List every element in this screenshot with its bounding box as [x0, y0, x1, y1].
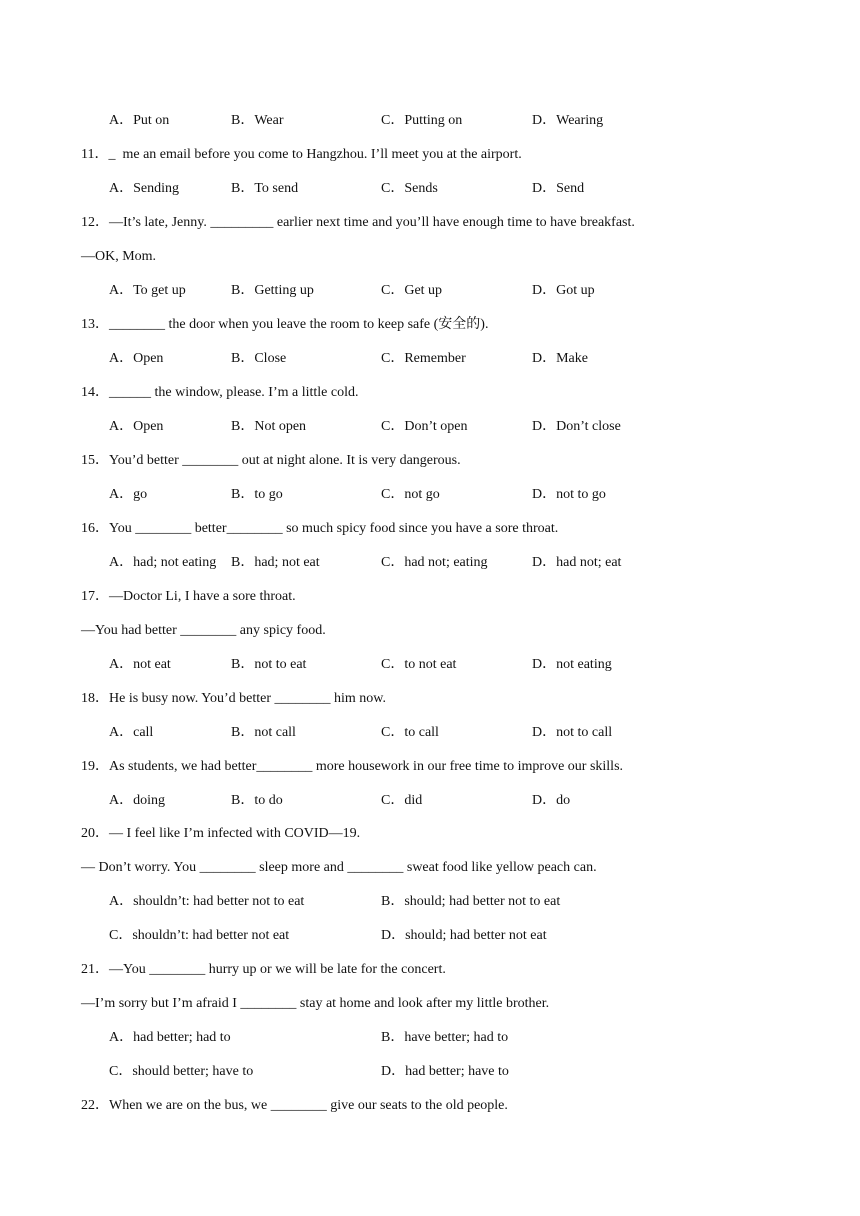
answer-option: B．Getting up — [231, 283, 314, 298]
answer-option: D．not eating — [532, 657, 612, 672]
answer-option: C．Don’t open — [381, 419, 468, 434]
answer-option: D．do — [532, 793, 571, 808]
question-text: —You had better ________ any spicy food. — [81, 623, 326, 638]
answer-option: B．not to eat — [231, 657, 307, 672]
answer-option: B．not call — [231, 725, 296, 740]
answer-options — [109, 418, 829, 436]
answer-option: C．Remember — [381, 351, 466, 366]
answer-options — [109, 350, 829, 368]
answer-option: D．Send — [532, 181, 585, 196]
question-text: 18．He is busy now. You’d better ________ him now. — [81, 691, 387, 706]
answer-option: B．to go — [231, 487, 283, 502]
question-text: 11．_ me an email before you come to Hangzhou. I’ll meet you at the airport. — [81, 147, 522, 162]
answer-options — [109, 1063, 829, 1081]
answer-option: D．should; had better not eat — [381, 928, 547, 943]
answer-option: D．had better; have to — [381, 1064, 509, 1079]
question-text: 22．When we are on the bus, we ________ give our seats to the old people. — [81, 1098, 508, 1113]
answer-option: B．to do — [231, 793, 283, 808]
answer-options — [109, 282, 829, 300]
answer-options — [109, 724, 829, 742]
answer-option: A．Open — [109, 419, 164, 434]
answer-options — [109, 554, 829, 572]
answer-option: A．Open — [109, 351, 164, 366]
question-text: 17．—Doctor Li, I have a sore throat. — [81, 589, 296, 604]
question-text: 20．— I feel like I’m infected with COVID—19. — [81, 826, 361, 841]
question-text: 14．______ the window, please. I’m a little cold. — [81, 385, 359, 400]
answer-option: B．had; not eat — [231, 555, 320, 570]
answer-option: A．To get up — [109, 283, 186, 298]
answer-option: C．to call — [381, 725, 439, 740]
answer-option: B．Close — [231, 351, 287, 366]
answer-options — [109, 486, 829, 504]
answer-option: C．should better; have to — [109, 1064, 254, 1079]
answer-option: B．have better; had to — [381, 1030, 509, 1045]
answer-option: A．go — [109, 487, 148, 502]
answer-option: C．Putting on — [381, 113, 463, 128]
answer-option: B．Wear — [231, 113, 284, 128]
question-text: —I’m sorry but I’m afraid I ________ stay at home and look after my little brother. — [81, 996, 550, 1011]
question-text: 12．—It’s late, Jenny. _________ earlier next time and you’ll have enough time to have breakfast. — [81, 215, 635, 230]
answer-option: B．To send — [231, 181, 299, 196]
answer-option: A．had better; had to — [109, 1030, 231, 1045]
answer-option: A．not eat — [109, 657, 171, 672]
answer-option: D．Make — [532, 351, 588, 366]
answer-option: B．should; had better not to eat — [381, 894, 561, 909]
answer-options — [109, 893, 829, 911]
answer-option: C．to not eat — [381, 657, 457, 672]
question-text: 16．You ________ better________ so much spicy food since you have a sore throat. — [81, 521, 559, 536]
answer-option: C．Sends — [381, 181, 438, 196]
answer-option: A．doing — [109, 793, 165, 808]
question-text: 15．You’d better ________ out at night alone. It is very dangerous. — [81, 453, 461, 468]
answer-option: C．not go — [381, 487, 440, 502]
answer-options — [109, 112, 829, 130]
question-text: 19．As students, we had better________ more housework in our free time to improve our skills. — [81, 759, 624, 774]
answer-option: B．Not open — [231, 419, 307, 434]
answer-option: C．shouldn’t: had better not eat — [109, 928, 290, 943]
answer-option: A．shouldn’t: had better not to eat — [109, 894, 305, 909]
answer-options — [109, 180, 829, 198]
answer-option: A．Sending — [109, 181, 179, 196]
answer-option: D．not to go — [532, 487, 606, 502]
answer-options — [109, 792, 829, 810]
answer-option: A．had; not eating — [109, 555, 217, 570]
answer-option: D．had not; eat — [532, 555, 622, 570]
answer-option: A．call — [109, 725, 154, 740]
answer-options — [109, 1029, 829, 1047]
answer-option: C．did — [381, 793, 423, 808]
question-text: —OK, Mom. — [81, 249, 157, 264]
answer-options — [109, 927, 829, 945]
question-text: 21．—You ________ hurry up or we will be late for the concert. — [81, 962, 446, 977]
answer-option: C．had not; eating — [381, 555, 488, 570]
answer-option: D．not to call — [532, 725, 613, 740]
question-text: 13．________ the door when you leave the room to keep safe (安全的). — [81, 317, 489, 332]
answer-option: D．Wearing — [532, 113, 604, 128]
answer-options — [109, 656, 829, 674]
answer-option: C．Get up — [381, 283, 443, 298]
question-text: — Don’t worry. You ________ sleep more and ________ sweat food like yellow peach can. — [81, 860, 597, 875]
answer-option: D．Don’t close — [532, 419, 621, 434]
answer-option: D．Got up — [532, 283, 595, 298]
answer-option: A．Put on — [109, 113, 170, 128]
